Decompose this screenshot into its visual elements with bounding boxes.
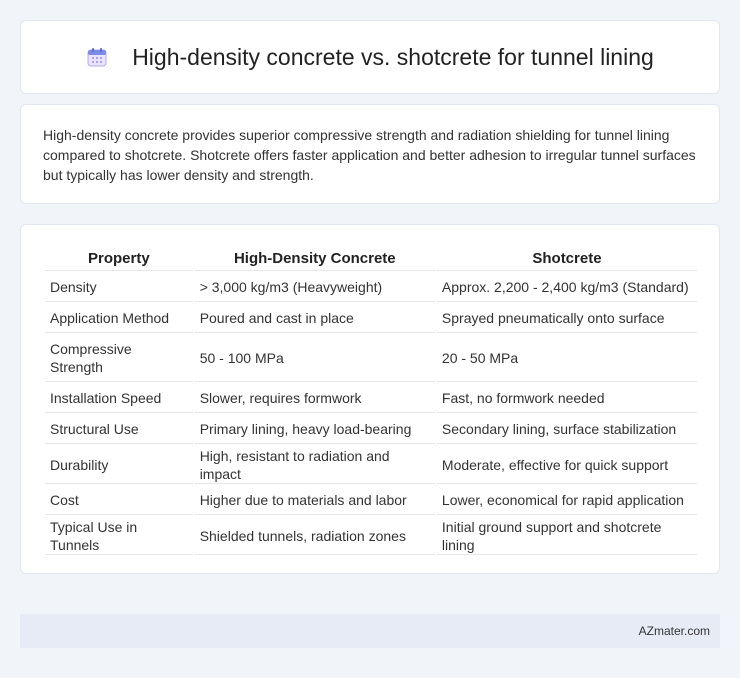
table-row bbox=[45, 384, 697, 413]
table-row bbox=[45, 517, 697, 555]
shotcrete-cell: 20 - 50 MPa bbox=[437, 335, 697, 382]
shotcrete-cell: Sprayed pneumatically onto surface bbox=[437, 304, 697, 333]
shotcrete-cell: Initial ground support and shotcrete lining bbox=[437, 517, 697, 555]
property-cell: Compressive Strength bbox=[45, 335, 193, 382]
property-cell: Structural Use bbox=[45, 415, 193, 444]
shotcrete-cell: Moderate, effective for quick support bbox=[437, 446, 697, 484]
table-row bbox=[45, 446, 697, 484]
table-row bbox=[45, 486, 697, 515]
property-cell: Density bbox=[45, 273, 193, 302]
shotcrete-cell: Lower, economical for rapid application bbox=[437, 486, 697, 515]
footer bbox=[20, 614, 720, 648]
shotcrete-cell: Secondary lining, surface stabilization bbox=[437, 415, 697, 444]
comparison-table bbox=[43, 245, 699, 557]
footer-brand: AZmater.com bbox=[638, 624, 710, 638]
shotcrete-cell: Approx. 2,200 - 2,400 kg/m3 (Standard) bbox=[437, 273, 697, 302]
high-density-cell: > 3,000 kg/m3 (Heavyweight) bbox=[195, 273, 435, 302]
comparison-table-card bbox=[20, 224, 720, 574]
property-cell: Durability bbox=[45, 446, 193, 484]
table-row bbox=[45, 415, 697, 444]
title-card bbox=[20, 20, 720, 94]
high-density-cell: High, resistant to radiation and impact bbox=[195, 446, 435, 484]
calendar-icon bbox=[86, 46, 108, 68]
table-row bbox=[45, 335, 697, 382]
table-header-row bbox=[45, 247, 697, 271]
high-density-cell: Higher due to materials and labor bbox=[195, 486, 435, 515]
table-row bbox=[45, 273, 697, 302]
header-high-density-concrete: High-Density Concrete bbox=[195, 247, 435, 271]
page-title: High-density concrete vs. shotcrete for tunnel lining bbox=[132, 43, 654, 70]
table-row bbox=[45, 304, 697, 333]
high-density-cell: Slower, requires formwork bbox=[195, 384, 435, 413]
property-cell: Application Method bbox=[45, 304, 193, 333]
property-cell: Installation Speed bbox=[45, 384, 193, 413]
shotcrete-cell: Fast, no formwork needed bbox=[437, 384, 697, 413]
high-density-cell: Poured and cast in place bbox=[195, 304, 435, 333]
summary-card bbox=[20, 104, 720, 204]
high-density-cell: 50 - 100 MPa bbox=[195, 335, 435, 382]
header-property: Property bbox=[45, 247, 193, 271]
summary-text: High-density concrete provides superior compressive strength and radiation shielding for tunnel lining compared to shotcrete. Shotcrete offers faster application and better adhesion to irregular tunnel surfaces but typically has lower density and strength. bbox=[43, 127, 696, 183]
high-density-cell: Shielded tunnels, radiation zones bbox=[195, 517, 435, 555]
property-cell: Typical Use in Tunnels bbox=[45, 517, 193, 555]
high-density-cell: Primary lining, heavy load-bearing bbox=[195, 415, 435, 444]
header-shotcrete: Shotcrete bbox=[437, 247, 697, 271]
property-cell: Cost bbox=[45, 486, 193, 515]
